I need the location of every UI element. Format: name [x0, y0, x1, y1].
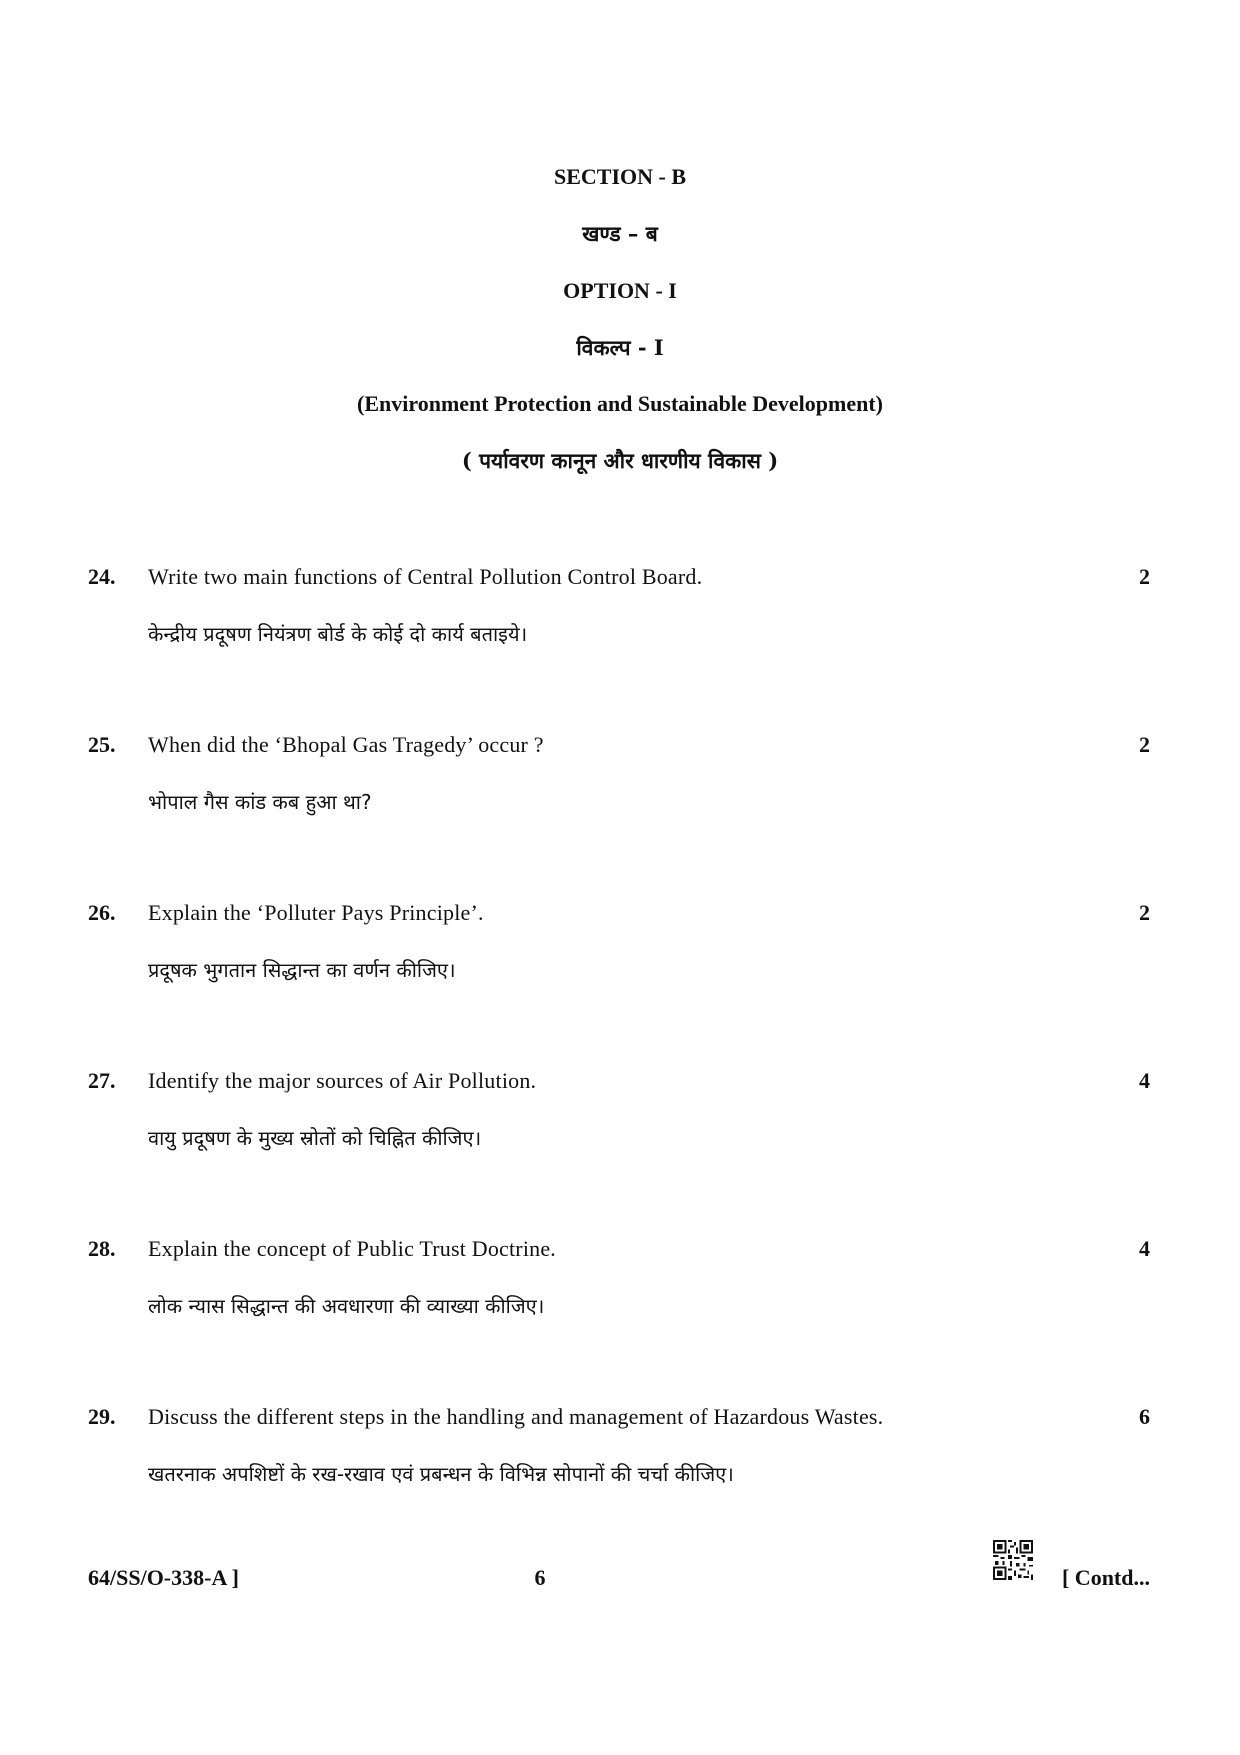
question-26: [0, 898, 1240, 1018]
question-25: [0, 730, 1240, 850]
question-number: 28.: [88, 1236, 116, 1261]
question-29: [0, 1402, 1240, 1522]
question-24: [0, 562, 1240, 682]
question-text-en: Identify the major sources of Air Pollution.: [148, 1068, 537, 1093]
section-title-hi: खण्ड – ब: [582, 221, 658, 246]
topic-title-hi: ( पर्यावरण कानून और धारणीय विकास ): [461, 448, 779, 473]
question-marks: 4: [1139, 1068, 1150, 1093]
page-number: 6: [534, 1565, 546, 1590]
question-text-en: When did the ‘Bhopal Gas Tragedy’ occur ?: [148, 732, 544, 757]
question-marks: 2: [1139, 900, 1150, 925]
question-marks: 4: [1139, 1236, 1150, 1261]
question-text-en: Explain the ‘Polluter Pays Principle’.: [148, 900, 484, 925]
question-number: 26.: [88, 900, 116, 925]
option-title-en: OPTION - I: [563, 278, 677, 303]
question-text-hi: वायु प्रदूषण के मुख्य स्रोतों को चिह्नित कीजिए।: [148, 1126, 482, 1150]
question-number: 24.: [88, 564, 116, 589]
question-marks: 2: [1139, 564, 1150, 589]
question-text-hi: खतरनाक अपशिष्टों के रख-रखाव एवं प्रबन्धन के विभिन्न सोपानों की चर्चा कीजिए।: [148, 1462, 734, 1486]
question-number: 29.: [88, 1404, 116, 1429]
question-text-hi: लोक न्यास सिद्धान्त की अवधारणा की व्याख्या कीजिए।: [148, 1294, 545, 1318]
question-text-hi: केन्द्रीय प्रदूषण नियंत्रण बोर्ड के कोई दो कार्य बताइये।: [148, 622, 528, 646]
question-text-en: Explain the concept of Public Trust Doctrine.: [148, 1236, 556, 1261]
question-number: 25.: [88, 732, 116, 757]
question-text-en: Discuss the different steps in the handling and management of Hazardous Wastes.: [148, 1404, 884, 1429]
question-text-en: Write two main functions of Central Pollution Control Board.: [148, 564, 703, 589]
question-28: [0, 1234, 1240, 1354]
question-text-hi: प्रदूषक भुगतान सिद्धान्त का वर्णन कीजिए।: [148, 958, 456, 982]
option-title-hi: विकल्प - I: [576, 335, 664, 360]
question-text-hi: भोपाल गैस कांड कब हुआ था?: [148, 790, 372, 814]
question-number: 27.: [88, 1068, 116, 1093]
question-marks: 2: [1139, 732, 1150, 757]
continued-marker: [ Contd...: [1061, 1565, 1150, 1590]
topic-title-en: (Environment Protection and Sustainable Development): [357, 391, 883, 416]
question-27: [0, 1066, 1240, 1186]
section-title-en: SECTION - B: [553, 164, 687, 189]
qr-code-icon: [993, 1540, 1033, 1580]
question-marks: 6: [1139, 1404, 1150, 1429]
paper-code: 64/SS/O-338-A ]: [88, 1565, 239, 1590]
